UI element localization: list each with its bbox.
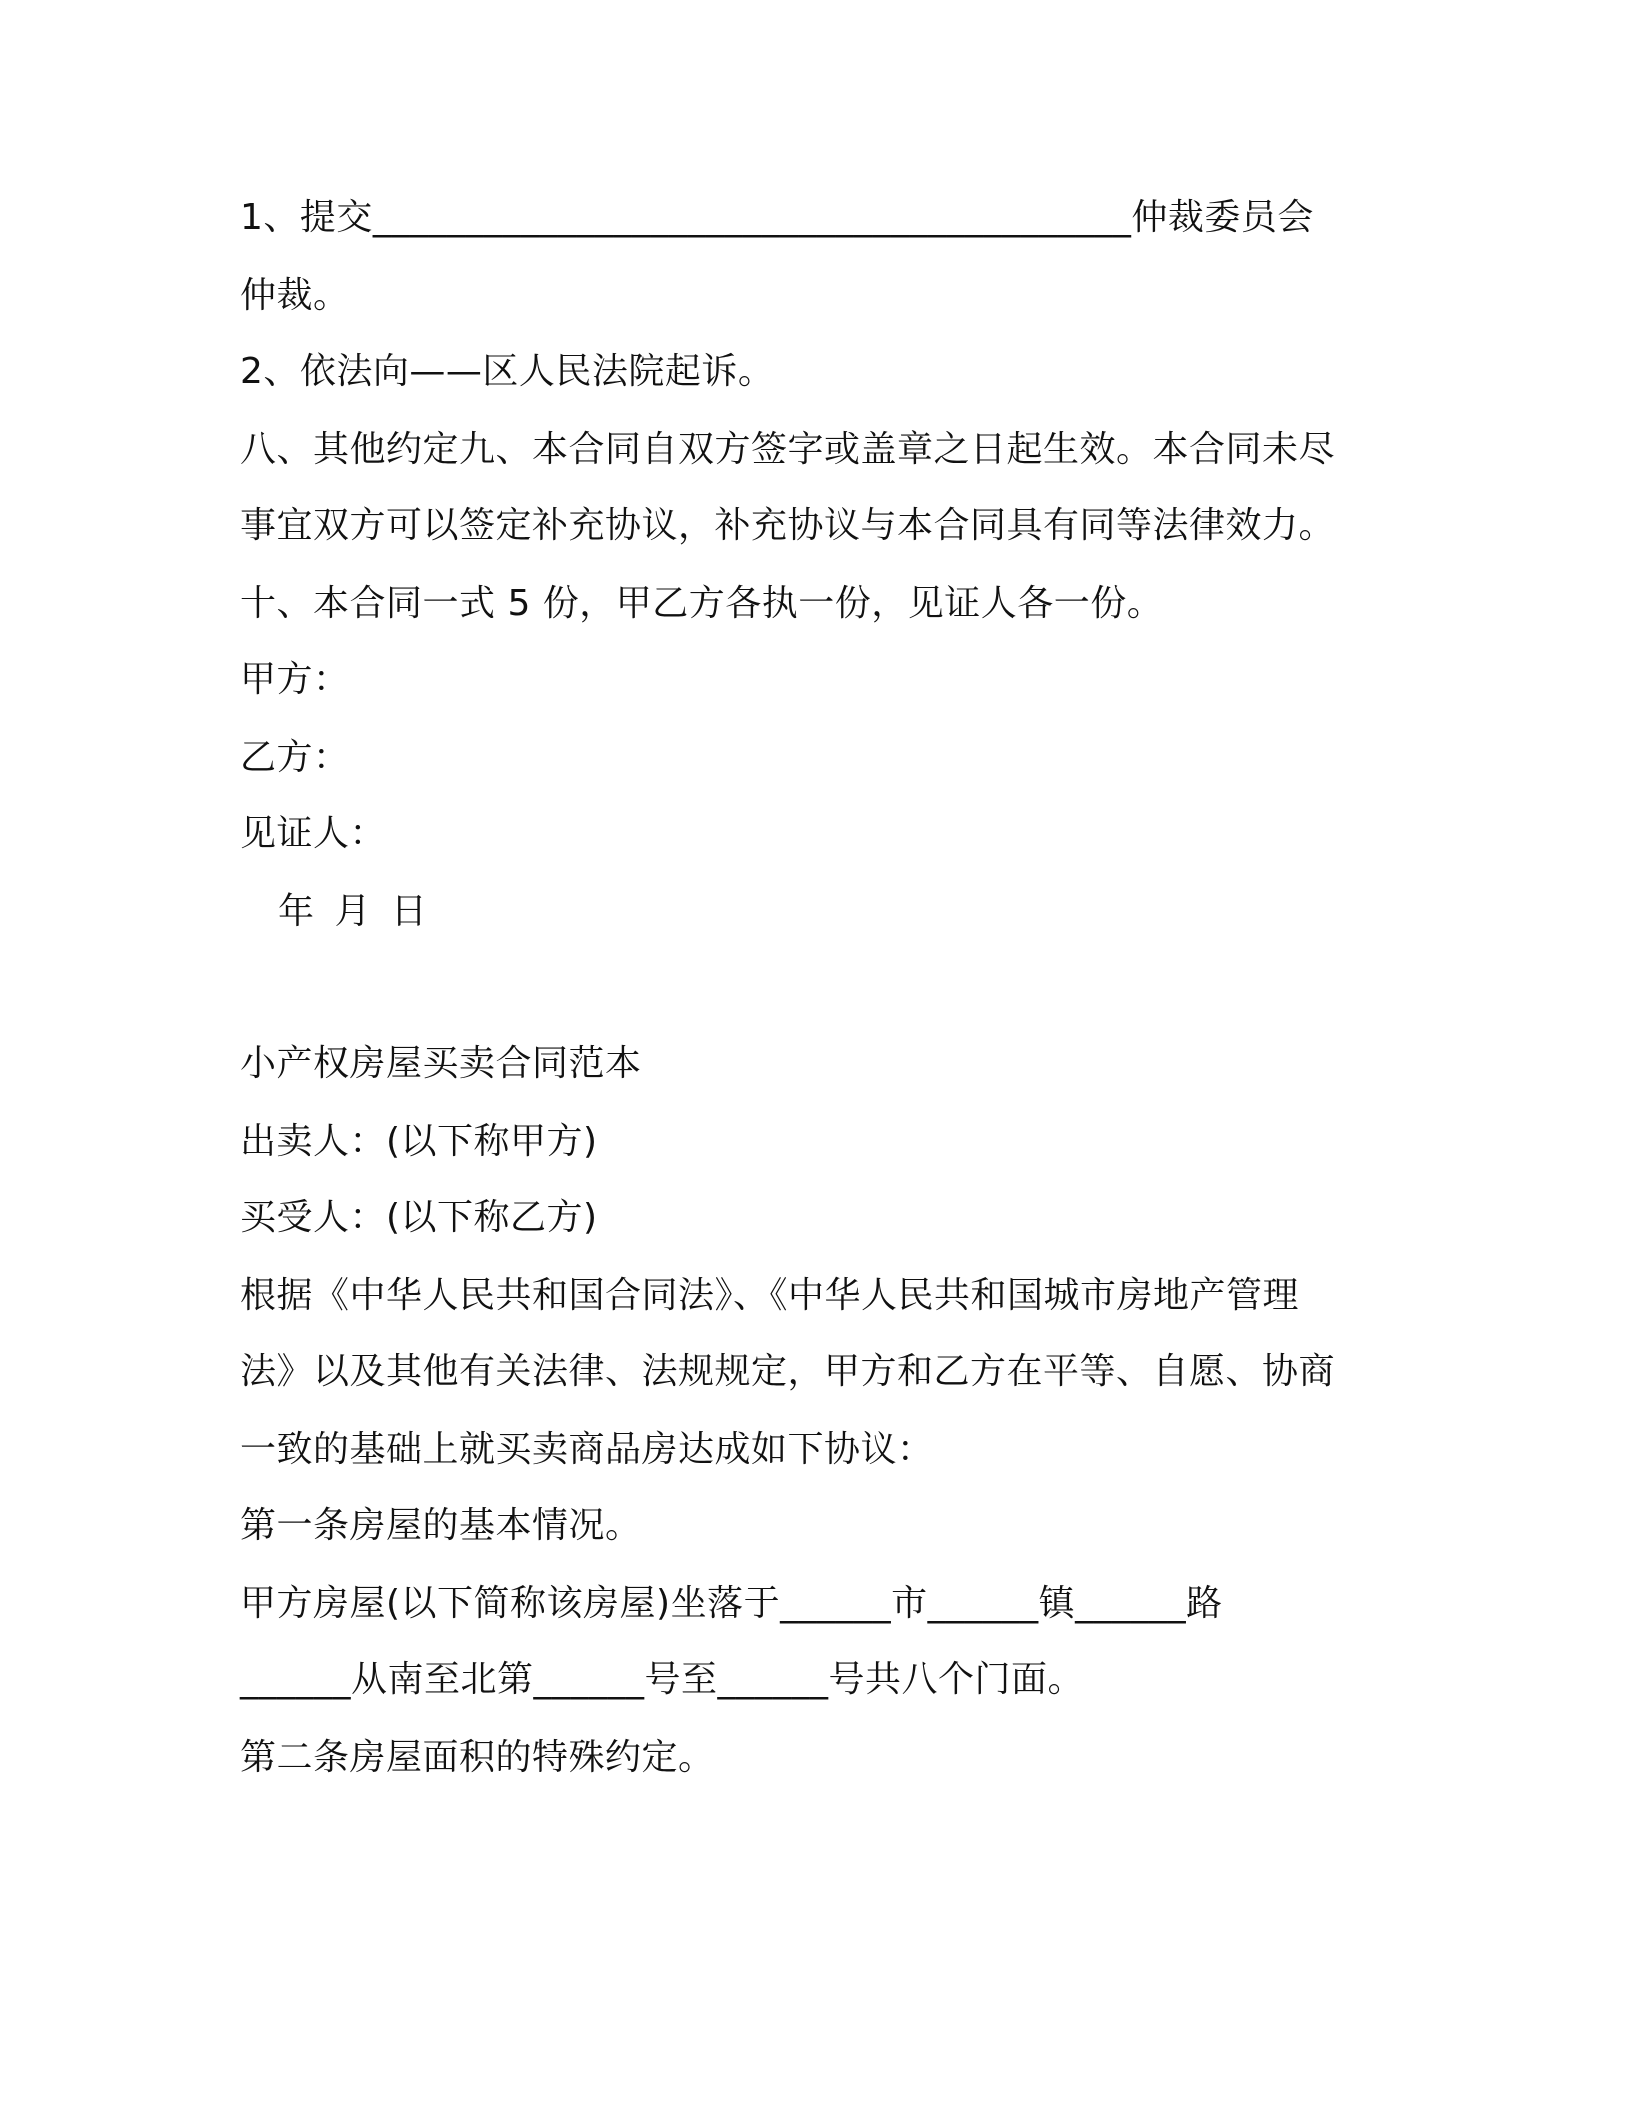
clause-effective-line: 八、其他约定九、本合同自双方签字或盖章之日起生效。本合同未尽 <box>240 429 1336 470</box>
witness-label: 见证人： <box>240 813 387 854</box>
clause-court-line: 2、依法向——区人民法院起诉。 <box>240 351 775 392</box>
date-line: 年 月 日 <box>278 891 428 932</box>
preamble-line-3: 一致的基础上就买卖商品房达成如下协议： <box>240 1429 934 1470</box>
seller-label: 出卖人：(以下称甲方) <box>240 1121 598 1162</box>
article-1-location-line-2: ______从南至北第______号至______号共八个门面。 <box>240 1659 1085 1700</box>
preamble-line-1: 根据《中华人民共和国合同法》、《中华人民共和国城市房地产管理 <box>240 1275 1300 1316</box>
party-b-label: 乙方： <box>240 737 350 778</box>
article-1-location-line-1: 甲方房屋(以下简称该房屋)坐落于______市______镇______路 <box>240 1583 1223 1624</box>
buyer-label: 买受人：(以下称乙方) <box>240 1197 598 1238</box>
article-2-heading: 第二条房屋面积的特殊约定。 <box>240 1737 715 1778</box>
clause-copies-line: 十、本合同一式 5 份，甲乙方各执一份，见证人各一份。 <box>240 583 1164 624</box>
preamble-line-2: 法》以及其他有关法律、法规规定，甲方和乙方在平等、自愿、协商 <box>240 1351 1336 1392</box>
party-a-label: 甲方： <box>240 659 350 700</box>
clause-arbitration-line: 1、提交_________________________________________仲裁委员会 <box>240 197 1314 238</box>
clause-arbitration-continued: 仲裁。 <box>240 275 350 316</box>
clause-effective-continued: 事宜双方可以签定补充协议，补充协议与本合同具有同等法律效力。 <box>240 505 1336 546</box>
contract-title: 小产权房屋买卖合同范本 <box>240 1043 642 1084</box>
article-1-heading: 第一条房屋的基本情况。 <box>240 1505 642 1546</box>
